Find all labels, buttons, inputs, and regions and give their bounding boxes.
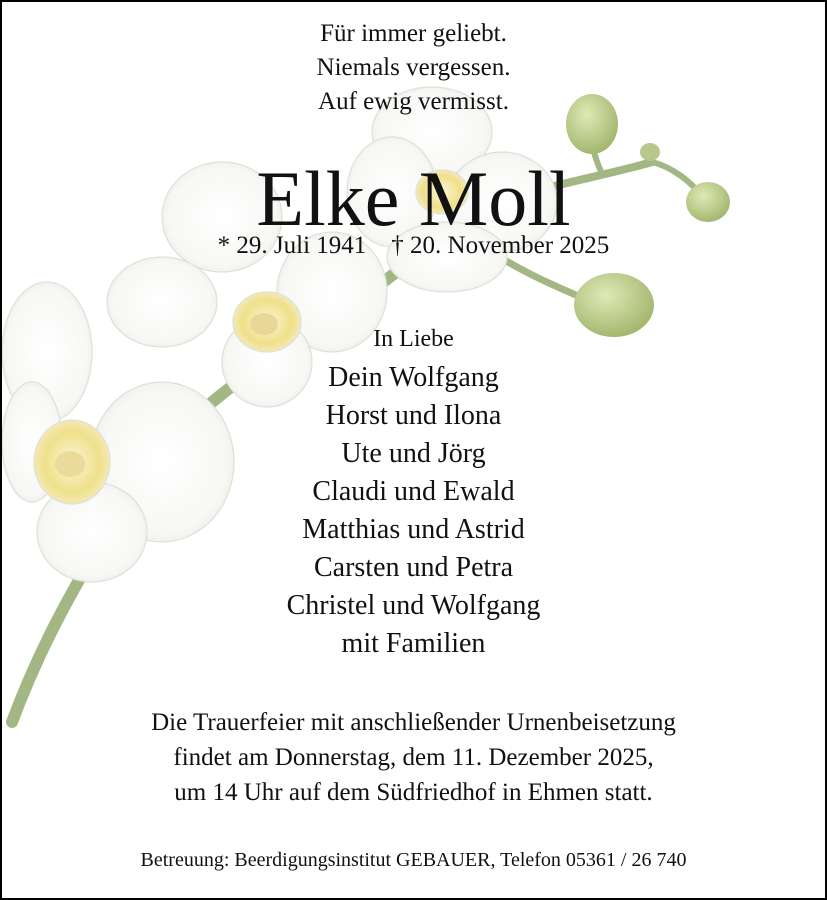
motto-line-2: Niemals vergessen. (316, 54, 511, 81)
mourner-name: mit Familien (341, 628, 486, 659)
service-notice-line-3: um 14 Uhr auf dem Südfriedhof in Ehmen statt. (174, 779, 653, 806)
mourner-name: Ute und Jörg (341, 438, 486, 469)
service-notice-line-2: findet am Donnerstag, dem 11. Dezember 2025, (173, 744, 654, 771)
mourners-intro: In Liebe (373, 326, 454, 352)
mourner-name: Christel und Wolfgang (286, 590, 541, 621)
mourner-name: Claudi und Ewald (312, 476, 515, 507)
motto-line-3: Auf ewig vermisst. (318, 88, 509, 115)
deceased-name: Elke Moll (256, 155, 571, 242)
life-dates: * 29. Juli 1941 † 20. November 2025 (217, 232, 610, 259)
mourner-name: Matthias und Astrid (302, 514, 525, 545)
funeral-home-footer: Betreuung: Beerdigungsinstitut GEBAUER, Telefon 05361 / 26 740 (140, 849, 687, 871)
mourner-name: Carsten und Petra (313, 552, 514, 583)
motto-line-1: Für immer geliebt. (320, 20, 507, 47)
service-notice-line-1: Die Trauerfeier mit anschließender Urnenbeisetzung (151, 709, 676, 736)
mourner-name: Dein Wolfgang (328, 362, 499, 393)
mourner-name: Horst und Ilona (325, 400, 502, 431)
